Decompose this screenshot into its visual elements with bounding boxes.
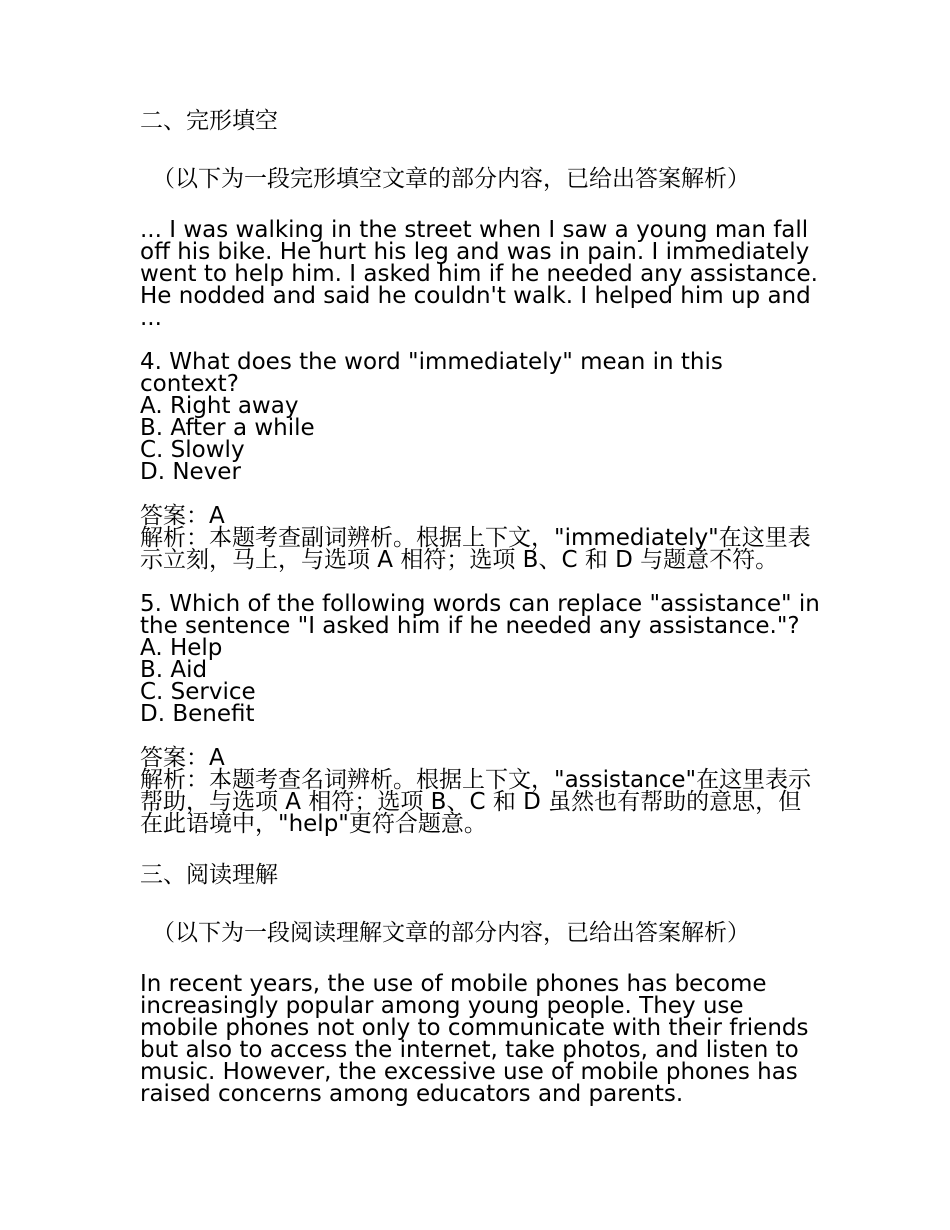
section-3-title: 三、阅读理解 xyxy=(140,862,278,888)
option-d: D. Never xyxy=(140,459,241,485)
question-4: 4. What does the word "immediately" mean in this context? xyxy=(140,349,723,397)
analysis: 解析：本题考查副词辨析。根据上下文，"immediately"在这里表示立刻，马上，与选项 A 相符；选项 B、C 和 D 与题意不符。 xyxy=(140,525,811,573)
question-5: 5. Which of the following words can replace "assistance" in the sentence "I asked him if he needed any assistance."? xyxy=(140,591,820,639)
reading-passage: In recent years, the use of mobile phones has become increasingly popular among young people. They use mobile phones not only to communicate with their friends but also to access the internet, take photos, and listen to music. However, the excessive use of mobile phones has raised concerns among educators and parents. xyxy=(140,971,809,1107)
option-c: C. Service xyxy=(140,679,256,705)
answer: 答案：A xyxy=(140,745,225,771)
question-4-answer-block xyxy=(140,505,820,571)
document-page xyxy=(140,103,820,1127)
section-2-title: 二、完形填空 xyxy=(140,108,278,134)
question-4-options xyxy=(140,395,820,483)
section-3-intro: （以下为一段阅读理解文章的部分内容，已给出答案解析） xyxy=(152,920,750,946)
option-a: A. Help xyxy=(140,635,223,661)
analysis: 解析：本题考查名词辨析。根据上下文，"assistance"在这里表示帮助，与选项 A 相符；选项 B、C 和 D 虽然也有帮助的意思，但在此语境中，"help"更符合题意。 xyxy=(140,767,812,837)
section-2-intro: （以下为一段完形填空文章的部分内容，已给出答案解析） xyxy=(152,166,750,192)
question-5-answer-block xyxy=(140,747,820,835)
answer: 答案：A xyxy=(140,503,225,529)
option-d: D. Benefit xyxy=(140,701,255,727)
cloze-passage: ... I was walking in the street when I saw a young man fall off his bike. He hurt his leg and was in pain. I immediately went to help him. I asked him if he needed any assistance. He nodded and said he couldn't walk. I helped him up and ... xyxy=(140,217,818,331)
option-b: B. After a while xyxy=(140,415,315,441)
option-a: A. Right away xyxy=(140,393,299,419)
option-c: C. Slowly xyxy=(140,437,245,463)
question-5-options xyxy=(140,637,820,725)
option-b: B. Aid xyxy=(140,657,208,683)
